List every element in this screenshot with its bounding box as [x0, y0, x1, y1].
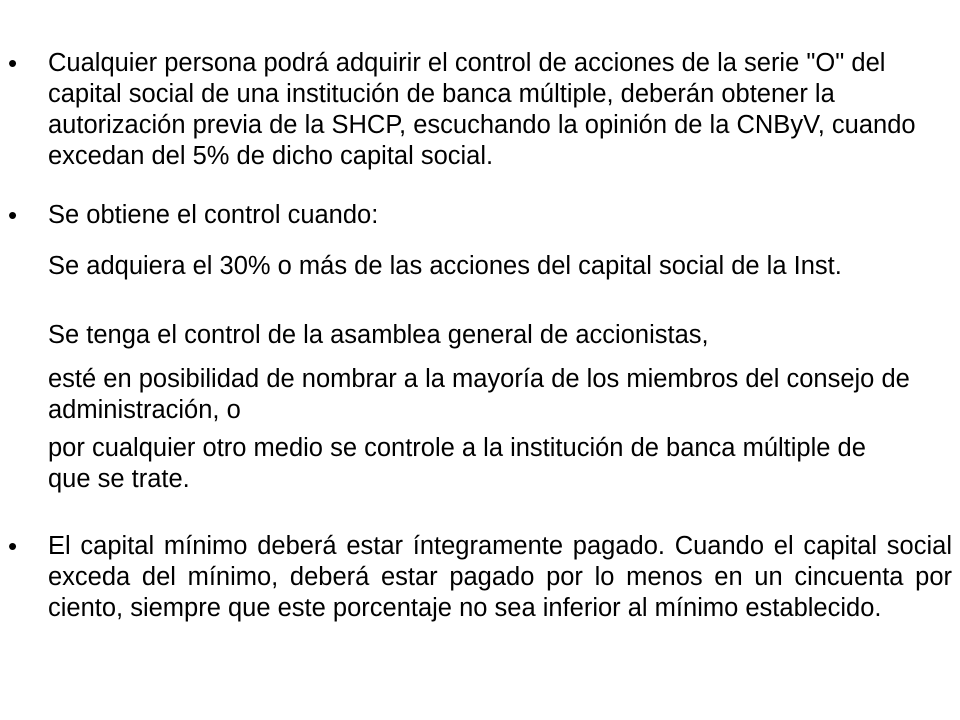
paragraph-capital-minimo: El capital mínimo deberá estar íntegramente pagado. Cuando el capital social exceda del mínimo, deberá estar pagado por lo menos en un cincuenta por ciento, siempre que este porcentaje no sea inferior al mínimo establecido.: [48, 532, 952, 622]
paragraph-adquiera-30: Se adquiera el 30% o más de las acciones del capital social de la Inst.: [48, 252, 842, 280]
paragraph-nombrar-mayoria: esté en posibilidad de nombrar a la mayoría de los miembros del consejo de administración, o: [48, 365, 910, 424]
bullet-marker: •: [8, 200, 18, 230]
paragraph-se-obtiene-control: Se obtiene el control cuando:: [48, 201, 379, 229]
paragraph-control-asamblea: Se tenga el control de la asamblea general de accionistas,: [48, 321, 709, 349]
paragraph-otro-medio: por cualquier otro medio se controle a la institución de banca múltiple de que se trate.: [48, 434, 866, 493]
bullet-marker: •: [8, 531, 18, 561]
paragraph-control-acciones: Cualquier persona podrá adquirir el control de acciones de la serie "O" del capital social de una institución de banca múltiple, deberán obtener la autorización previa de la SHCP, escuchando la opinión de la CNByV, cuando excedan del 5% de dicho capital social.: [48, 49, 916, 170]
bullet-marker: •: [8, 48, 18, 78]
